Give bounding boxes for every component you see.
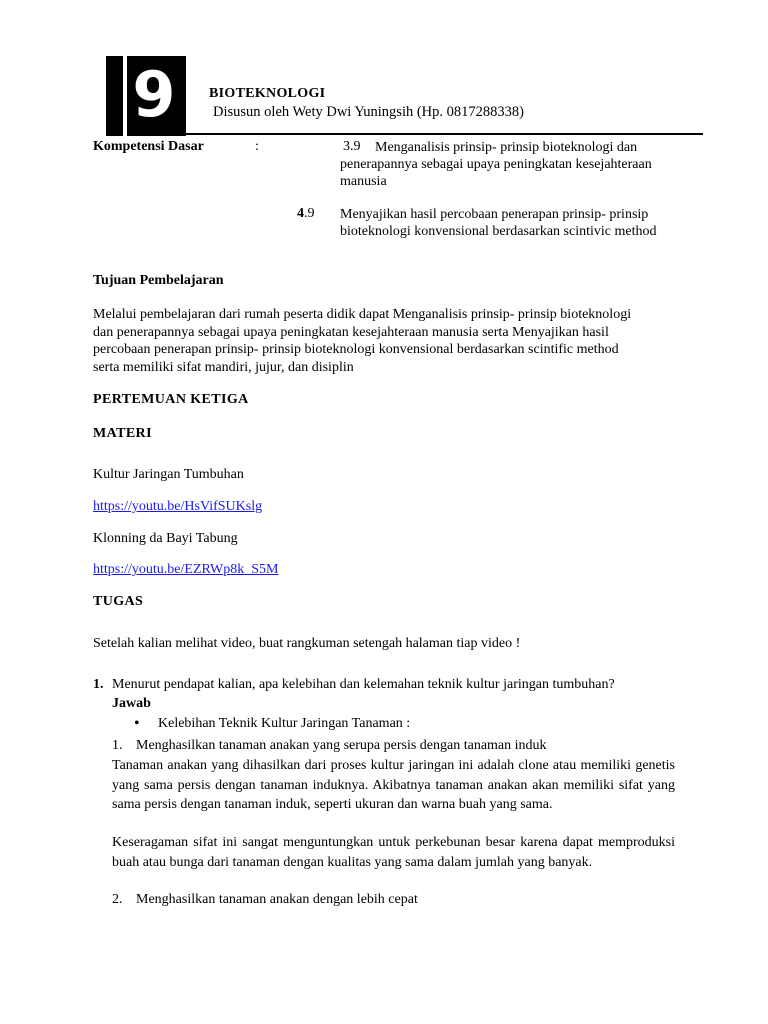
materi-video-link[interactable]: https://youtu.be/HsVifSUKslg <box>93 499 263 514</box>
kd2-number: 4.9 <box>297 206 315 221</box>
materi-item-title: Klonning da Bayi Tabung <box>93 531 238 546</box>
point-paragraph: Keseragaman sifat ini sangat menguntungkan untuk perkebunan besar karena dapat memproduksi buah atau bunga dari tanaman dengan kualitas yang sama dalam jumlah yang banyak. <box>112 835 675 870</box>
kd2-text: Menyajikan hasil percobaan penerapan prinsip- prinsip bioteknologi konvensional berdasarkan scintivic method <box>340 207 657 239</box>
document-author: Disusun oleh Wety Dwi Yuningsih (Hp. 0817288338) <box>213 104 524 120</box>
point-title: Menghasilkan tanaman anakan dengan lebih cepat <box>136 892 418 907</box>
point-paragraph: Tanaman anakan yang dihasilkan dari proses kultur jaringan ini adalah clone atau memiliki genetis yang sama persis dengan tanaman induknya. Akibatnya tanaman anakan akan memiliki sifat yang sama persis dengan tanaman induk, seperti ukuran dan warna buah yang sama. <box>112 758 675 812</box>
tujuan-text: Melalui pembelajaran dari rumah peserta didik dapat Menganalisis prinsip- prinsip bioteknologi dan penerapannya sebagai upaya peningkatan kesejahteraan manusia serta Menyajikan hasil percobaan penerapan prinsip- prinsip bioteknologi konvensional berdasarkan scintific method serta memiliki sifat mandiri, jujur, dan disiplin <box>93 307 632 375</box>
chapter-number: 9 <box>132 58 176 131</box>
question-text: Menurut pendapat kalian, apa kelebihan dan kelemahan teknik kultur jaringan tumbuhan? <box>112 677 615 692</box>
pertemuan-heading: PERTEMUAN KETIGA <box>93 392 249 407</box>
tujuan-heading: Tujuan Pembelajaran <box>93 273 224 288</box>
kompetensi-dasar-label: Kompetensi Dasar <box>93 139 204 154</box>
answer-label: Jawab <box>112 696 151 711</box>
bullet-text: Kelebihan Teknik Kultur Jaringan Tanaman : <box>158 716 411 731</box>
point-number: 1. <box>112 738 123 753</box>
document-title: BIOTEKNOLOGI <box>209 86 326 101</box>
materi-heading: MATERI <box>93 426 152 441</box>
materi-video-link[interactable]: https://youtu.be/EZRWp8k_S5M <box>93 562 279 577</box>
point-title: Menghasilkan tanaman anakan yang serupa persis dengan tanaman induk <box>136 738 547 753</box>
bullet-icon: • <box>134 715 140 732</box>
kd1-number: 3.9 <box>343 139 361 154</box>
chapter-number-box <box>106 56 186 136</box>
point-number: 2. <box>112 892 123 907</box>
tugas-heading: TUGAS <box>93 594 144 609</box>
kompetensi-colon: : <box>255 139 259 154</box>
question-number: 1. <box>93 677 104 692</box>
kd1-text: Menganalisis prinsip- prinsip bioteknologi dan penerapannya sebagai upaya peningkatan kesejahteraan manusia <box>340 140 652 189</box>
materi-item-title: Kultur Jaringan Tumbuhan <box>93 467 244 482</box>
tugas-instruction: Setelah kalian melihat video, buat rangkuman setengah halaman tiap video ! <box>93 636 521 651</box>
header-divider <box>186 133 703 135</box>
